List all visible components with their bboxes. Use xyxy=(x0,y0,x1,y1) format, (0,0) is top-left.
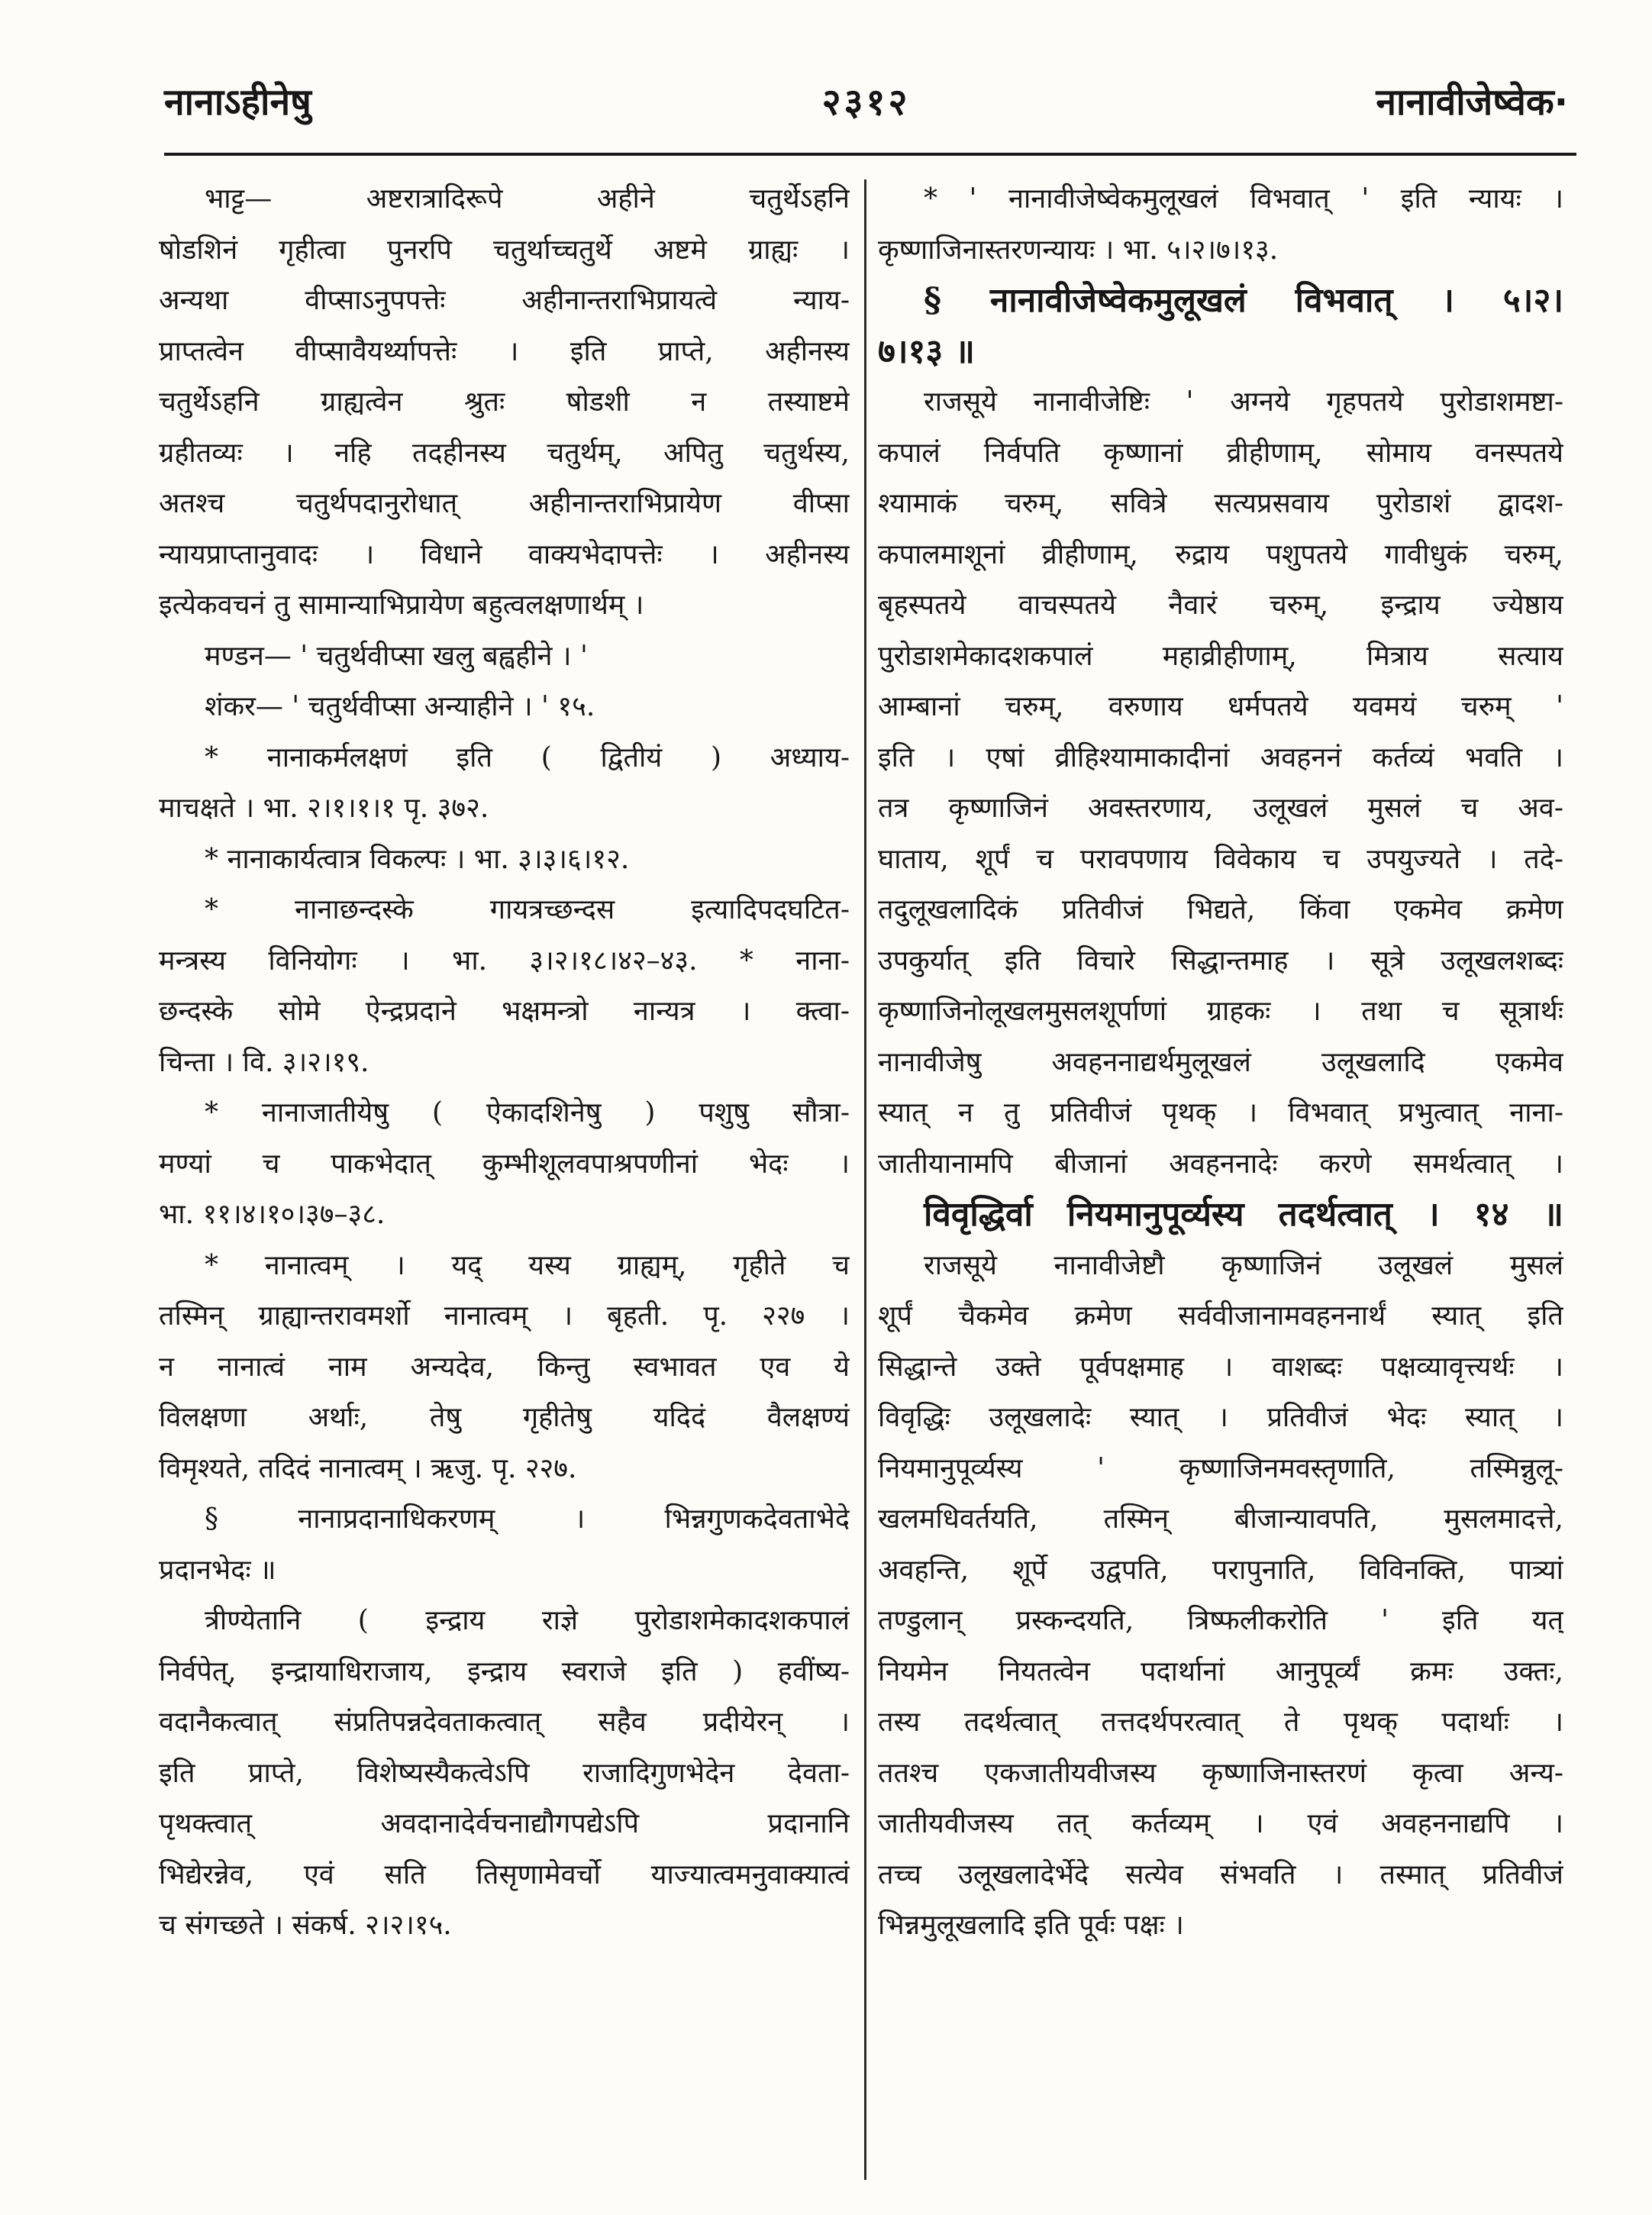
page-number: २३१२ xyxy=(821,81,911,124)
text-line: माचक्षते । भा. २।१।१।१ पृ. ३७२. xyxy=(159,793,489,824)
text-line: तदुलूखलादिकं प्रतिवीजं भिद्यते, किंवा एकमेव क्रमेण xyxy=(878,894,1563,925)
text-line: च संगच्छते । संकर्ष. २।२।१५. xyxy=(159,1910,452,1941)
text-line: कृष्णाजिनास्तरणन्यायः । भा. ५।२।७।१३. xyxy=(878,234,1279,266)
text-line: खलमधिवर्तयति, तस्मिन् बीजान्यावपति, मुसलमादत्ते, xyxy=(878,1503,1563,1535)
text-line: अवहन्ति, शूर्पे उद्वपति, परापुनाति, विविनक्ति, पात्र्यां xyxy=(878,1554,1563,1586)
text-line: अतश्च चतुर्थपदानुरोधात् अहीनान्तराभिप्रायेण वीप्सा xyxy=(159,488,850,519)
text-line: नियमानुपूर्व्यस्य ' कृष्णाजिनमवस्तृणाति, तस्मिन्नुलू- xyxy=(878,1452,1563,1484)
text-line: इति । एषां व्रीहिश्यामाकादीनां अवहननं कर्तव्यं भवति । xyxy=(878,741,1563,773)
section-heading: § नानाप्रदानाधिकरणम् । भिन्नगुणकदेवताभेदे xyxy=(205,1503,850,1535)
entry-heading: * ' नानावीजेष्वेकमुलूखलं विभवात् ' इति न्यायः । xyxy=(924,183,1563,215)
text-line: ततश्च एकजातीयवीजस्य कृष्णाजिनास्तरणं कृत्वा अन्य- xyxy=(878,1757,1563,1789)
entry-heading: * नानाकार्यत्वात्र विकल्पः । भा. ३।३।६।१२. xyxy=(205,843,630,875)
text-line: उपकुर्यात् इति विचारे सिद्धान्तमाह । सूत्रे उलूखलशब्दः xyxy=(878,944,1563,977)
text-line: इत्येकवचनं तु सामान्याभिप्रायेण बहुत्वलक्षणार्थम् । xyxy=(159,589,644,621)
text-line: कपालमाशूनां व्रीहीणाम्, रुद्राय पशुपतये गावीधुकं चरुम्, xyxy=(878,538,1563,570)
text-line: तण्डुलान् प्रस्कन्दयति, त्रिष्फलीकरोति ' इति यत् xyxy=(878,1605,1563,1636)
text-line: भा. ११।४।१०।३७–३८. xyxy=(159,1199,386,1230)
text-line: न नानात्वं नाम अन्यदेव, किन्तु स्वभावत एव ये xyxy=(159,1351,850,1383)
text-line: मन्त्रस्य विनियोगः । भा. ३।२।१८।४२–४३. * नाना- xyxy=(159,944,850,977)
text-line: छन्दस्के सोमे ऐन्द्रप्रदाने भक्षमन्त्रो नान्यत्र । क्त्वा- xyxy=(159,996,850,1027)
text-line: चतुर्थेऽहनि ग्राह्यत्वेन श्रुतः षोडशी न तस्याष्टमे xyxy=(159,386,850,418)
text-line: निर्वपेत्, इन्द्रायाधिराजाय, इन्द्राय स्वराजे इति ) हवींष्य- xyxy=(159,1655,850,1687)
text-line: वदानैकत्वात् संप्रतिपन्नदेवताकत्वात् सहैव प्रदीयेरन् । xyxy=(159,1706,850,1738)
column-divider xyxy=(864,179,866,2180)
text-line: राजसूये नानावीजेष्टिः ' अग्नये गृहपतये पुरोडाशमष्टा- xyxy=(924,386,1563,418)
entry-heading: * नानाजातीयेषु ( ऐकादशिनेषु ) पशुषु सौत्रा- xyxy=(205,1097,850,1128)
left-column xyxy=(159,174,850,1952)
section-heading: ७।१३ ॥ xyxy=(878,331,975,371)
text-line: जातीयवीजस्य तत् कर्तव्यम् । एवं अवहननाद्यपि । xyxy=(878,1808,1563,1839)
entry-heading: * नानाकर्मलक्षणं इति ( द्वितीयं ) अध्याय- xyxy=(205,741,850,773)
right-column xyxy=(878,174,1563,1952)
text-line: मण्यां च पाकभेदात् कुम्भीशूलवपाश्रपणीनां भेदः । xyxy=(159,1148,850,1180)
text-line: स्यात् न तु प्रतिवीजं पृथक् । विभवात् प्रभुत्वात् नाना- xyxy=(878,1097,1563,1128)
text-line: बृहस्पतये वाचस्पतये नैवारं चरुम्, इन्द्राय ज्येष्ठाय xyxy=(878,589,1563,621)
text-line: त्रीण्येतानि ( इन्द्राय राज्ञे पुरोडाशमेकादशकपालं xyxy=(205,1605,850,1636)
text-line: तस्य तदर्थत्वात् तत्तदर्थपरत्वात् ते पृथक् पदार्थाः । xyxy=(878,1706,1563,1738)
text-line: तस्मिन् ग्राह्यान्तरावमर्शो नानात्वम् । बृहती. पृ. २२७ । xyxy=(159,1300,850,1332)
text-line: मण्डन— ' चतुर्थवीप्सा खलु बह्वहीने । ' xyxy=(205,640,588,672)
text-line: शंकर— ' चतुर्थवीप्सा अन्याहीने । ' १५. xyxy=(205,691,595,722)
section-heading: § नानावीजेष्वेकमुलूखलं विभवात् । ५।२। xyxy=(924,281,1563,320)
text-line: तत्र कृष्णाजिनं अवस्तरणाय, उलूखलं मुसलं च अव- xyxy=(878,793,1563,824)
text-line: न्यायप्राप्तानुवादः । विधाने वाक्यभेदापत्तेः । अहीनस्य xyxy=(159,538,850,570)
text-line: भिन्नमुलूखलादि इति पूर्वः पक्षः । xyxy=(878,1910,1184,1941)
text-line: पृथक्त्वात् अवदानादेर्वचनाद्यौगपद्येऽपि प्रदानानि xyxy=(159,1808,850,1839)
text-line: अन्यथा वीप्साऽनुपपत्तेः अहीनान्तराभिप्रायत्वे न्याय- xyxy=(159,285,850,316)
text-line: आम्बानां चरुम्, वरुणाय धर्मपतये यवमयं चरुम् ' xyxy=(878,691,1563,722)
text-line: विलक्षणा अर्थाः, तेषु गृहीतेषु यदिदं वैलक्षण्यं xyxy=(159,1402,850,1433)
text-line: शूर्पं चैकमेव क्रमेण सर्ववीजानामवहननार्थं स्यात् इति xyxy=(878,1300,1563,1332)
entry-heading: * नानाछन्दस्के गायत्रच्छन्दस इत्यादिपदघटित- xyxy=(205,894,850,925)
text-line: श्यामाकं चरुम्, सवित्रे सत्यप्रसवाय पुरोडाशं द्वादश- xyxy=(878,488,1563,519)
text-line: तच्च उलूखलादेर्भेदे सत्येव संभवति । तस्मात् प्रतिवीजं xyxy=(878,1858,1563,1890)
text-line: जातीयानामपि बीजानां अवहननादेः करणे समर्थत्वात् । xyxy=(878,1148,1563,1180)
text-line: कपालं निर्वपति कृष्णानां व्रीहीणाम्, सोमाय वनस्पतये xyxy=(878,437,1563,469)
header-right-keyword: नानावीजेष्वेक· xyxy=(1376,81,1568,124)
text-line: भाट्ट— अष्टरात्रादिरूपे अहीने चतुर्थेऽहनि xyxy=(205,183,850,215)
text-line: नियमेन नियतत्वेन पदार्थानां आनुपूर्व्यं क्रमः उक्तः, xyxy=(878,1655,1563,1687)
text-line: राजसूये नानावीजेष्टौ कृष्णाजिनं उलूखलं मुसलं xyxy=(924,1249,1563,1281)
text-line: कृष्णाजिनोलूखलमुसलशूर्पाणां ग्राहकः । तथा च सूत्रार्थः xyxy=(878,996,1563,1027)
text-line: षोडशिनं गृहीत्वा पुनरपि चतुर्थाच्चतुर्थे अष्टमे ग्राह्यः । xyxy=(159,234,850,266)
text-line: घाताय, शूर्पं च परावपणाय विवेकाय च उपयुज्यते । तदे- xyxy=(878,843,1563,875)
header-left-keyword: नानाऽहीनेषु xyxy=(164,81,311,124)
text-line: सिद्धान्ते उक्ते पूर्वपक्षमाह । वाशब्दः पक्षव्यावृत्त्यर्थः । xyxy=(878,1351,1563,1383)
header-rule xyxy=(164,153,1576,156)
text-line: चिन्ता । वि. ३।२।१९. xyxy=(159,1046,369,1078)
text-line: नानावीजेषु अवहननाद्यर्थमुलूखलं उलूखलादि एकमेव xyxy=(878,1046,1563,1078)
text-line: पुरोडाशमेकादशकपालं महाव्रीहीणाम्, मित्राय सत्याय xyxy=(878,640,1563,672)
text-line: ग्रहीतव्यः । नहि तदहीनस्य चतुर्थम्, अपितु चतुर्थस्य, xyxy=(159,437,850,469)
text-line: प्राप्तत्वेन वीप्सावैयर्थ्यापत्तेः । इति प्राप्ते, अहीनस्य xyxy=(159,335,850,367)
text-line: विवृद्धिः उलूखलादेः स्यात् । प्रतिवीजं भेदः स्यात् । xyxy=(878,1402,1563,1433)
text-line: इति प्राप्ते, विशेष्यस्यैकत्वेऽपि राजादिगुणभेदेन देवता- xyxy=(159,1757,850,1789)
entry-heading: * नानात्वम् । यद् यस्य ग्राह्यम्, गृहीते च xyxy=(205,1249,850,1281)
text-line: भिद्येरन्नेव, एवं सति तिसृणामेवर्चो याज्यात्वमनुवाक्यात्वं xyxy=(159,1858,850,1890)
text-line: प्रदानभेदः ॥ xyxy=(159,1554,276,1586)
text-line: विमृश्यते, तदिदं नानात्वम् । ऋजु. पृ. २२७. xyxy=(159,1452,577,1484)
sutra-heading: विवृद्धिर्वा नियमानुपूर्व्यस्य तदर्थत्वात् । १४ ॥ xyxy=(924,1195,1563,1234)
running-head xyxy=(164,76,1568,137)
